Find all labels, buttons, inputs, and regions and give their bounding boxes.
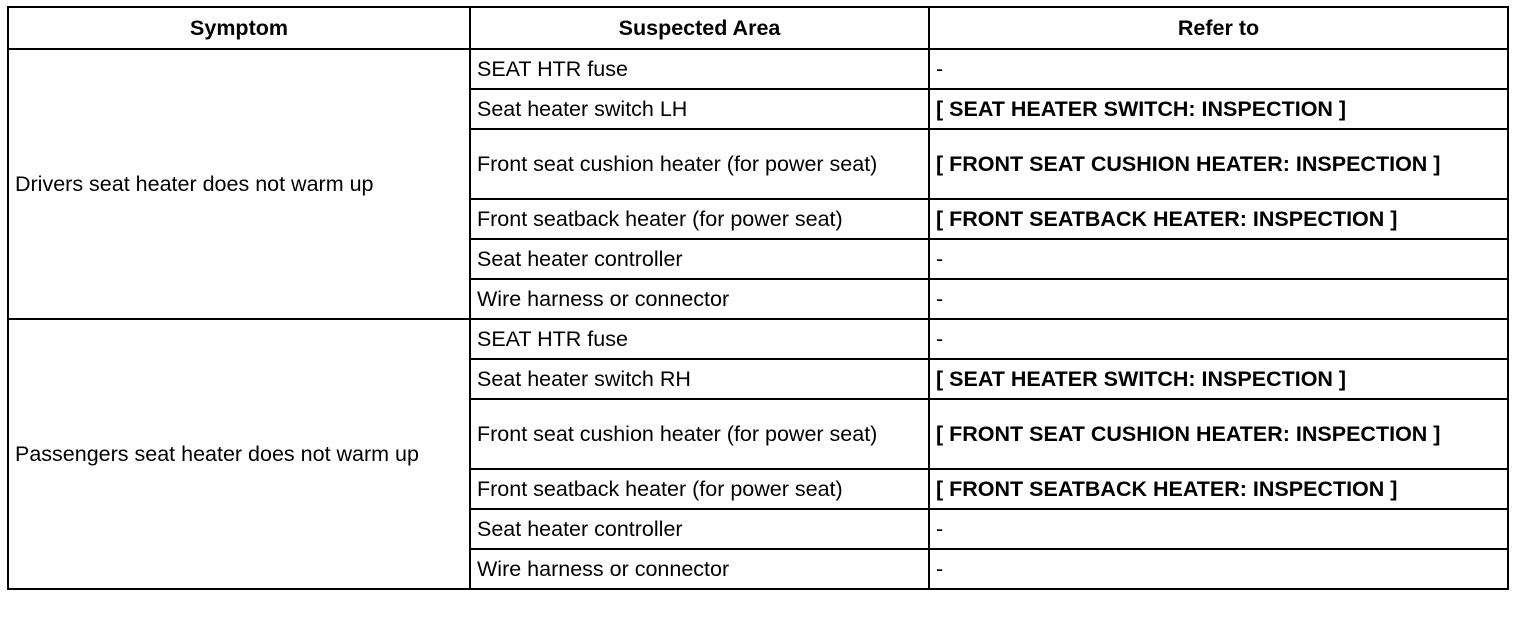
- suspected-area-cell: Front seat cushion heater (for power seat): [470, 129, 929, 199]
- refer-to-link[interactable]: [ FRONT SEAT CUSHION HEATER: INSPECTION ]: [929, 399, 1508, 469]
- refer-to-link[interactable]: [ FRONT SEAT CUSHION HEATER: INSPECTION ]: [929, 129, 1508, 199]
- refer-to-cell: -: [929, 239, 1508, 279]
- suspected-area-cell: Wire harness or connector: [470, 279, 929, 319]
- suspected-area-cell: Seat heater switch RH: [470, 359, 929, 399]
- table-row: [8, 49, 1508, 89]
- suspected-area-cell: Front seatback heater (for power seat): [470, 199, 929, 239]
- refer-to-cell: -: [929, 319, 1508, 359]
- refer-to-link[interactable]: [ SEAT HEATER SWITCH: INSPECTION ]: [929, 359, 1508, 399]
- suspected-area-cell: Seat heater switch LH: [470, 89, 929, 129]
- suspected-area-cell: Wire harness or connector: [470, 549, 929, 589]
- suspected-area-cell: SEAT HTR fuse: [470, 319, 929, 359]
- refer-to-link[interactable]: [ FRONT SEATBACK HEATER: INSPECTION ]: [929, 469, 1508, 509]
- header-refer-to: Refer to: [929, 7, 1508, 49]
- suspected-area-cell: Front seatback heater (for power seat): [470, 469, 929, 509]
- symptom-driver: Drivers seat heater does not warm up: [8, 49, 470, 319]
- header-symptom: Symptom: [8, 7, 470, 49]
- header-row: [8, 7, 1508, 49]
- suspected-area-cell: SEAT HTR fuse: [470, 49, 929, 89]
- diagnosis-table: [7, 6, 1509, 590]
- refer-to-cell: -: [929, 279, 1508, 319]
- suspected-area-cell: Seat heater controller: [470, 509, 929, 549]
- refer-to-link[interactable]: [ FRONT SEATBACK HEATER: INSPECTION ]: [929, 199, 1508, 239]
- refer-to-cell: -: [929, 49, 1508, 89]
- symptom-passenger: Passengers seat heater does not warm up: [8, 319, 470, 589]
- header-suspected-area: Suspected Area: [470, 7, 929, 49]
- refer-to-cell: -: [929, 509, 1508, 549]
- refer-to-link[interactable]: [ SEAT HEATER SWITCH: INSPECTION ]: [929, 89, 1508, 129]
- refer-to-cell: -: [929, 549, 1508, 589]
- table-row: [8, 319, 1508, 359]
- suspected-area-cell: Front seat cushion heater (for power seat): [470, 399, 929, 469]
- suspected-area-cell: Seat heater controller: [470, 239, 929, 279]
